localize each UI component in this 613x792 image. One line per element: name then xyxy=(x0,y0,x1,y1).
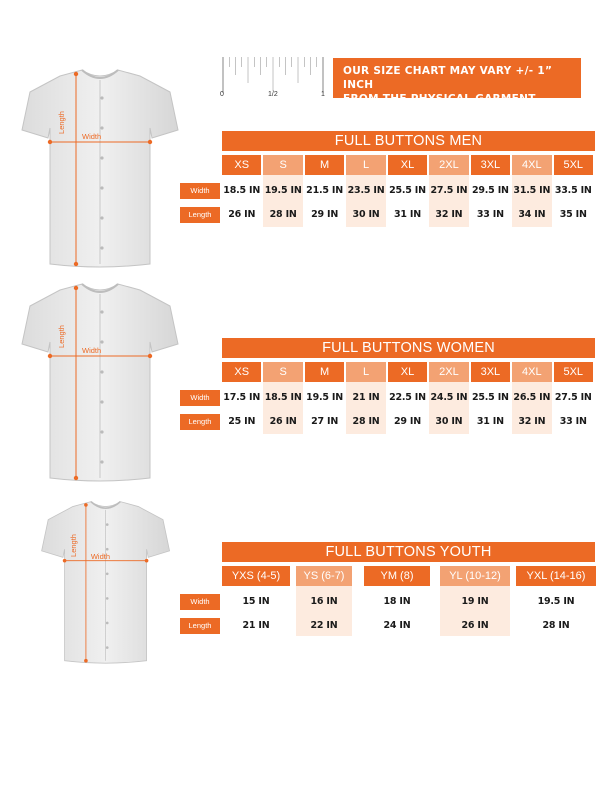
youth-size-header: YXL (14-16) xyxy=(516,566,596,586)
men-value-cell: 27.5 IN xyxy=(430,185,468,196)
men-size-header: XS xyxy=(222,155,261,175)
women-value-cell: 25.5 IN xyxy=(471,392,509,403)
men-value-cell: 33 IN xyxy=(476,209,504,220)
youth-value-cell: 24 IN xyxy=(383,620,411,631)
women-value-cell: 22.5 IN xyxy=(389,392,426,403)
men-value-cell: 30 IN xyxy=(352,209,380,220)
inch-ruler xyxy=(220,55,326,100)
women-table-title: FULL BUTTONS WOMEN xyxy=(222,338,595,358)
ruler-label-one: 1 xyxy=(321,91,325,98)
women-value-cell: 26.5 IN xyxy=(513,392,551,403)
men-value-cell: 32 IN xyxy=(435,209,463,220)
youth-size-header: YM (8) xyxy=(364,566,430,586)
length-label: Length xyxy=(69,534,79,557)
men-value-cell: 29 IN xyxy=(311,209,339,220)
youth-size-header: YS (6-7) xyxy=(296,566,352,586)
youth-value-cell: 28 IN xyxy=(542,620,570,631)
men-value-cell: 29.5 IN xyxy=(471,185,509,196)
men-value-cell: 31 IN xyxy=(393,209,421,220)
women-shirt-diagram xyxy=(20,282,180,482)
women-value-cell: 33 IN xyxy=(559,416,587,427)
women-value-cell: 29 IN xyxy=(393,416,421,427)
women-value-cell: 27.5 IN xyxy=(554,392,592,403)
men-value-cell: 18.5 IN xyxy=(223,185,261,196)
ruler-label-zero: 0 xyxy=(220,91,224,98)
men-value-cell: 21.5 IN xyxy=(306,185,344,196)
length-label: Length xyxy=(56,325,66,348)
women-value-cell: 17.5 IN xyxy=(223,392,261,403)
size-variance-note xyxy=(333,58,581,105)
women-value-cell: 30 IN xyxy=(435,416,463,427)
youth-row-label-length: Length xyxy=(180,618,220,634)
youth-table-title: FULL BUTTONS YOUTH xyxy=(222,542,595,562)
women-value-cell: 31 IN xyxy=(476,416,504,427)
women-value-cell: 32 IN xyxy=(518,416,546,427)
men-shirt-diagram xyxy=(20,68,180,268)
men-table-title: FULL BUTTONS MEN xyxy=(222,131,595,151)
men-size-header: XL xyxy=(388,155,427,175)
women-size-header: S xyxy=(263,362,302,382)
men-size-header: 4XL xyxy=(512,155,551,175)
women-value-cell: 26 IN xyxy=(269,416,297,427)
width-label: Width xyxy=(90,552,110,562)
women-size-header: XS xyxy=(222,362,261,382)
youth-shirt-diagram xyxy=(40,500,171,664)
youth-size-header: YXS (4-5) xyxy=(222,566,290,586)
women-size-header: 5XL xyxy=(554,362,593,382)
youth-value-cell: 16 IN xyxy=(310,596,338,607)
men-size-header: 3XL xyxy=(471,155,510,175)
women-row-label-length: Length xyxy=(180,414,220,430)
women-value-cell: 27 IN xyxy=(311,416,339,427)
women-value-cell: 28 IN xyxy=(352,416,380,427)
youth-value-cell: 19.5 IN xyxy=(537,596,575,607)
youth-value-cell: 15 IN xyxy=(242,596,270,607)
men-row-label-length: Length xyxy=(180,207,220,223)
women-row-label-width: Width xyxy=(180,390,220,406)
width-label: Width xyxy=(82,132,102,141)
women-value-cell: 25 IN xyxy=(228,416,256,427)
men-value-cell: 23.5 IN xyxy=(347,185,385,196)
women-size-header: 3XL xyxy=(471,362,510,382)
note-line-2: FROM THE PHYSICAL GARMENT. xyxy=(343,93,539,105)
men-value-cell: 35 IN xyxy=(559,209,587,220)
men-size-header: 2XL xyxy=(429,155,468,175)
women-size-header: XL xyxy=(388,362,427,382)
women-value-cell: 19.5 IN xyxy=(306,392,344,403)
women-size-header: M xyxy=(305,362,344,382)
jersey-icon xyxy=(20,282,180,482)
youth-value-cell: 26 IN xyxy=(461,620,489,631)
men-value-cell: 28 IN xyxy=(269,209,297,220)
jersey-icon xyxy=(20,68,180,268)
men-size-header: M xyxy=(305,155,344,175)
women-value-cell: 24.5 IN xyxy=(430,392,468,403)
women-size-header: 2XL xyxy=(429,362,468,382)
men-size-header: 5XL xyxy=(554,155,593,175)
women-size-header: 4XL xyxy=(512,362,551,382)
women-size-header: L xyxy=(346,362,385,382)
youth-row-label-width: Width xyxy=(180,594,220,610)
men-value-cell: 19.5 IN xyxy=(264,185,302,196)
youth-value-cell: 19 IN xyxy=(461,596,489,607)
men-value-cell: 33.5 IN xyxy=(554,185,592,196)
men-value-cell: 25.5 IN xyxy=(389,185,426,196)
men-size-header: L xyxy=(346,155,385,175)
ruler-label-half: 1/2 xyxy=(268,91,278,98)
length-label: Length xyxy=(56,111,66,134)
youth-value-cell: 21 IN xyxy=(242,620,270,631)
men-value-cell: 26 IN xyxy=(228,209,256,220)
youth-value-cell: 22 IN xyxy=(310,620,338,631)
note-line-1: OUR SIZE CHART MAY VARY +/- 1” INCH xyxy=(343,65,553,91)
men-value-cell: 34 IN xyxy=(518,209,546,220)
women-value-cell: 21 IN xyxy=(352,392,380,403)
width-label: Width xyxy=(82,346,102,355)
youth-value-cell: 18 IN xyxy=(383,596,411,607)
youth-size-header: YL (10-12) xyxy=(440,566,510,586)
women-value-cell: 18.5 IN xyxy=(264,392,302,403)
men-value-cell: 31.5 IN xyxy=(513,185,551,196)
jersey-icon xyxy=(40,500,171,664)
men-size-header: S xyxy=(263,155,302,175)
men-row-label-width: Width xyxy=(180,183,220,199)
